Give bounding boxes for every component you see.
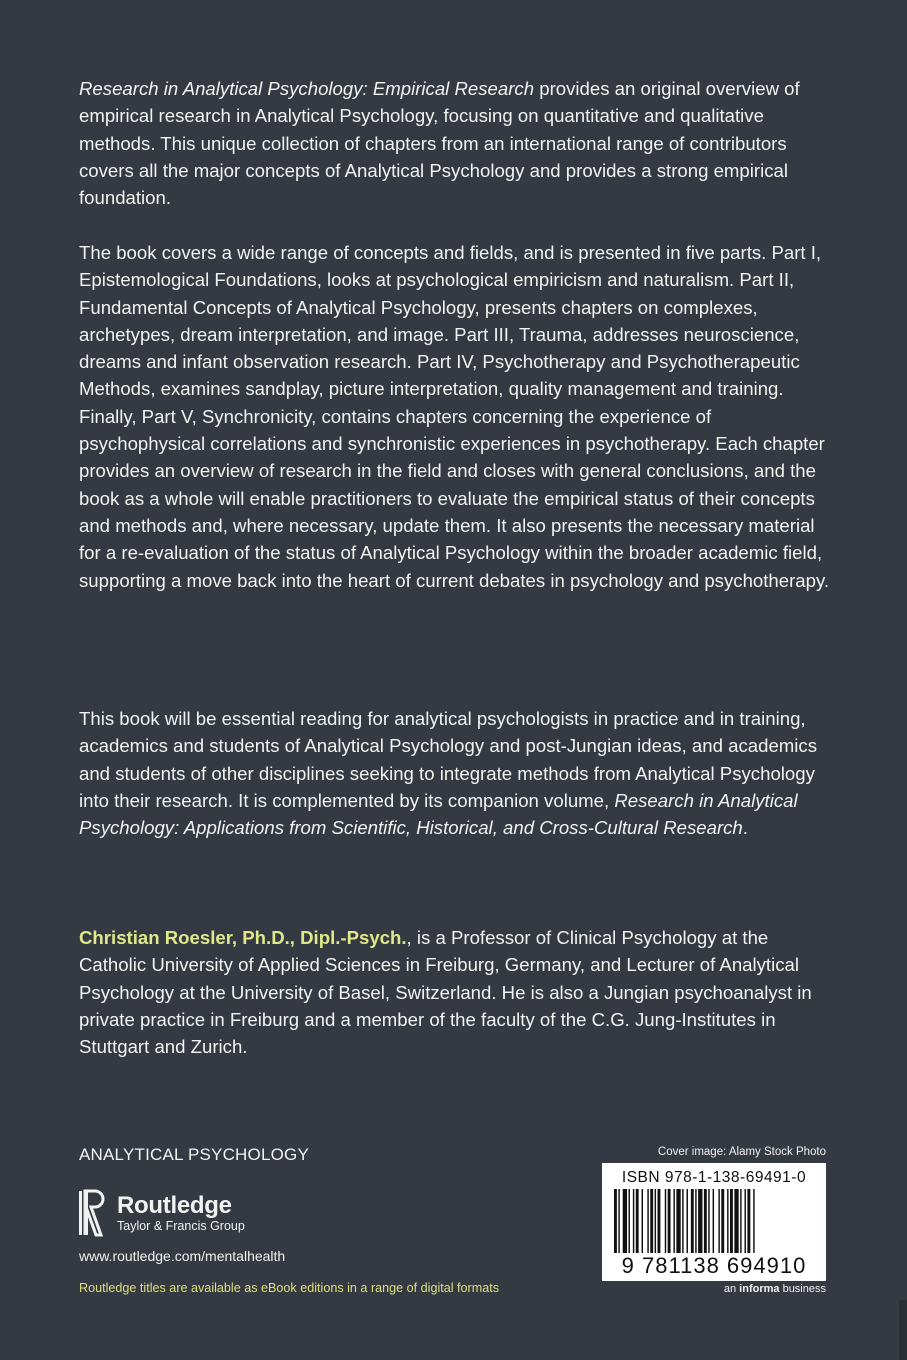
description-text-3-end: . bbox=[742, 817, 748, 839]
informa-brand: informa bbox=[739, 1283, 780, 1295]
spine-edge bbox=[899, 1300, 907, 1360]
isbn-barcode bbox=[602, 1163, 826, 1281]
informa-prefix: an bbox=[723, 1283, 740, 1295]
publisher-name: Routledge bbox=[117, 1191, 232, 1219]
description-paragraph-1 bbox=[79, 75, 839, 211]
publisher-url: www.routledge.com/mentalhealth bbox=[79, 1248, 286, 1264]
series-label: ANALYTICAL PSYCHOLOGY bbox=[79, 1145, 309, 1164]
publisher-group: Taylor & Francis Group bbox=[117, 1218, 245, 1233]
routledge-logo-icon bbox=[79, 1187, 109, 1239]
description-paragraph-3 bbox=[79, 705, 839, 841]
barcode-digits: 9 781138 694910 bbox=[621, 1253, 807, 1278]
author-name: Christian Roesler, Ph.D., Dipl.-Psych. bbox=[79, 927, 407, 948]
barcode-icon bbox=[614, 1189, 814, 1253]
publisher-logo bbox=[79, 1187, 245, 1239]
companion-title-italic: Research in Analytical Psychology: Applications from Scientific, Historical, and Cross-Cultural Research bbox=[79, 789, 798, 839]
description-text-1: provides an original overview of empirical research in Analytical Psychology, focusing on quantitative and qualitative methods. This unique collection of chapters from an international range of contributors covers all the major concepts of Analytical Psychology and provides a strong empirical foundation. bbox=[79, 78, 800, 209]
informa-label bbox=[724, 1283, 826, 1295]
description-paragraph-2: The book covers a wide range of concepts and fields, and is presented in five parts. Part I, Epistemological Foundations, looks at psychological empiricism and naturalism. Part II, Fundamental Concepts of Analytical Psychology, presents chapters on complexes, archetypes, dream interpretation, and image. Part III, Trauma, addresses neuroscience, dreams and infant observation research. Part IV, Psychotherapy and Psychotherapeutic Methods, examines sandplay, picture interpretation, quality management and training. Finally, Part V, Synchronicity, contains chapters concerning the experience of psychophysical correlations and synchronistic experiences in psychotherapy. Each chapter provides an overview of research in the field and closes with general conclusions, and the book as a whole will enable practitioners to evaluate the empirical status of their concepts and methods and, where necessary, update them. It also presents the necessary material for a re-evaluation of the status of Analytical Psychology within the broader academic field, supporting a move back into the heart of current debates in psychology and psychotherapy. bbox=[79, 242, 830, 591]
author-bio bbox=[79, 924, 839, 1060]
book-title-italic: Research in Analytical Psychology: Empirical Research bbox=[79, 78, 535, 99]
description-text-3: This book will be essential reading for analytical psychologists in practice and in training, academics and students of Analytical Psychology and post-Jungian ideas, and academics and students of other disciplines seeking to integrate methods from Analytical Psychology into their research. It is complemented by its companion volume, bbox=[79, 708, 817, 811]
author-bio-text: , is a Professor of Clinical Psychology at the Catholic University of Applied Sciences in Freiburg, Germany, and Lecturer of Analytical Psychology at the University of Basel, Switzerland. He is also a Jungian psychoanalyst in private practice in Freiburg and a member of the faculty of the C.G. Jung-Institutes in Stuttgart and Zurich. bbox=[79, 927, 812, 1058]
isbn-number: ISBN 978-1-138-69491-0 bbox=[621, 1169, 807, 1186]
cover-credit: Cover image: Alamy Stock Photo bbox=[657, 1146, 826, 1158]
informa-suffix: business bbox=[779, 1283, 826, 1295]
ebook-note: Routledge titles are available as eBook editions in a range of digital formats bbox=[79, 1281, 500, 1295]
